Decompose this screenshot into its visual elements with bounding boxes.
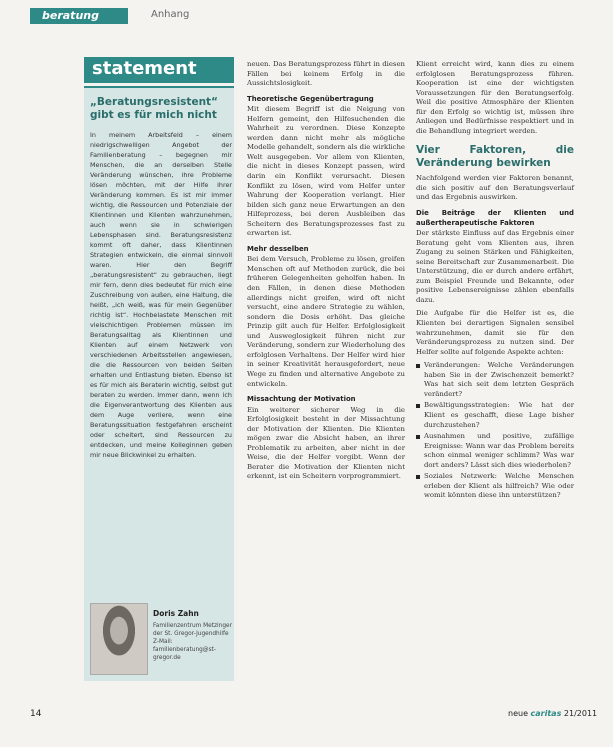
column3-section-heading: Vier Faktoren, die Veränderung bewirken (416, 144, 574, 170)
section-tag-label: beratung (42, 9, 99, 22)
magazine-name: caritas (530, 709, 562, 718)
magazine-footer (508, 709, 597, 718)
column2-paragraph-3: Ein weiterer sicherer Weg in die Erfolglosigkeit besteht in der Missachtung der Motivation der Klienten. Die Klienten mögen zwar die Absicht haben, an ihrer Problematik zu arbeiten, aber nicht in der Weise, die der Helfer vorgibt. Wenn der Berater die Motivation der Klienten nicht erkennt, ist ein Scheitern vorprogrammiert. (247, 405, 405, 481)
section-tag (30, 8, 128, 24)
column3-paragraph-3: Die Aufgabe für die Helfer ist es, die Klienten bei derartigen Signalen sensibel wahrzunehmen, damit sie für den Veränderungsprozess zu nutzen sind. Der Helfer sollte auf folgende Aspekte achten: (416, 309, 574, 356)
statement-title: statement (92, 58, 197, 79)
column3-intro: Klient erreicht wird, kann dies zu einem erfolglosen Beratungsprozess führen. Kooperation ist eine der wichtigsten Voraussetzungen für den Beratungserfolg. Weil die positive Atmosphäre der Klienten für den Erfolg so wichtig ist, müssen ihre Anliegen und Bedürfnisse respektiert und in die Behandlung integriert werden. (416, 60, 574, 135)
page-number: 14 (30, 709, 42, 719)
list-item: Veränderungen: Welche Veränderungen haben Sie in der Zwischenzeit bemerkt? Was hat sich seit dem letzten Gespräch verändert? (416, 361, 574, 399)
list-item: Bewältigungsstrategien: Wie hat der Klient es geschafft, diese Lage bisher durchzustehen? (416, 401, 574, 430)
article-column-2 (247, 60, 405, 486)
statement-title-bar (84, 57, 234, 83)
column3-paragraph-1: Nachfolgend werden vier Faktoren benannt, die sich positiv auf den Beratungsverlauf und das Ergebnis auswirken. (416, 174, 574, 202)
author-role: Familienzentrum Metzinger der St. Gregor-Jugendhilfe Z-Mail: familienberatung@st-gregor.de (153, 623, 232, 661)
issue-number: 21/2011 (563, 709, 598, 718)
article-column-3 (416, 60, 574, 503)
column2-heading-1: Theoretische Gegenübertragung (247, 94, 374, 103)
subsection-label: Anhang (151, 9, 190, 20)
magazine-prefix: neue (508, 709, 528, 718)
column2-paragraph-2: Bei dem Versuch, Probleme zu lösen, greifen Menschen oft auf Methoden zurück, die bei früheren Gelegenheiten geholfen haben. In den Fällen, in denen diese Methoden allerdings nicht greifen, wird oft nicht versucht, eine andere Strategie zu wählen, sondern die Dosis erhöht. Das gleiche Prinzip gilt auch für Helfer. Erfolglosigkeit und Ausweglosigkeit führen nicht zur Veränderung, sondern zur Wiederholung des erfolglosen Verhaltens. Der Helfer wird hier in seiner Kreativität herausgefordert, neue Wege zu finden und alternative Angebote zu entwickeln. (247, 255, 405, 388)
column2-heading-3: Missachtung der Motivation (247, 395, 356, 404)
column2-paragraph-1: Mit diesem Begriff ist die Neigung von Helfern gemeint, den Hilfesuchenden die Wahrheit zu verordnen. Diese Konzepte werden dann nicht mehr als mögliche Modelle gehandelt, sondern als die wirkliche Welt ausgegeben. Vor allem von Klienten, die nicht in dieses Konzept passen, wird darin ein Konflikt verursacht. Diesen Konflikt zu lösen, wird vom Helfer unter Wahrung der Kooperation verlangt. Hier bilden sich ganz neue Erwartungen an den Hilfeprozess, bei deren Ausbleiben das Scheitern des Beratungsprozesses fast zu erwarten ist. (247, 105, 405, 238)
column3-subheading: Die Beiträge der Klienten und außertherapeutische Faktoren (416, 209, 574, 227)
column2-heading-2: Mehr desselben (247, 244, 309, 253)
author-name: Doris Zahn (153, 609, 199, 618)
statement-quote: „Beratungsresistent“ gibt es für mich nicht (90, 96, 218, 121)
column2-intro: neuen. Das Beratungsprozess führt in diesen Fällen bei keinem Erfolg in die Aussichtslosigkeit. (247, 60, 405, 88)
list-item: Soziales Netzwerk: Welche Menschen erleben der Klient als hilfreich? Wie oder womit könnten diese ihn unterstützen? (416, 472, 574, 501)
statement-body: In meinem Arbeitsfeld – einem niedrigschwelligen Angebot der Familienberatung – begegnen mir Menschen, die an derselben Stelle Veränderung wünschen, ihre Probleme lösen möchten, mit der Hilfe ihrer Veränderung kommen. Es ist mir immer wichtig, die Ressourcen und Potenziale der Klientinnen und Klienten wahrzunehmen, auch wenn sie in schwierigen Lebensphasen sind. Beratungsresistenz kommt oft daher, dass Klientinnen Strategien entwickeln, die einmal sinnvoll waren. Hier den Begriff „beratungsresistent“ zu gebrauchen, liegt mir fern, denn dies bedeutet für mich eine Zuschreibung von außen, eine Haltung, die heißt, „ich weiß, was für mein Gegenüber richtig ist“. Hochbelastete Menschen mit vielschichtigen Problemen müssen im Beratungsalltag als Klientinnen und Klienten auf einem Netzwerk von verschiedenen Arbeitsstellen angewiesen, die die Ressourcen von beiden Seiten erhalten und Entlastung bieten. Ebenso ist es für mich als Beraterin wichtig, selbst gut beraten zu werden. Immer dann, wenn ich die Eigenverantwortung des Klienten aus dem Auge verliere, wenn eine Beratungssituation festgefahren erscheint oder scheitert, sind Ressourcen zu entdecken, und meine Kolleginnen geben mir neue Blickwinkel zu erhalten. (90, 131, 232, 459)
factor-list (416, 361, 574, 501)
column3-paragraph-2: Der stärkste Einfluss auf das Ergebnis einer Beratung geht vom Klienten aus, ihren Zugang zu seinen Stärken und Fähigkeiten, seine Bereitschaft zur Zusammenarbeit. Die Unterstützung, die er durch andere erfährt, zum Beispiel Freunde und Bekannte, oder positive Lebensereignisse zählen ebenfalls dazu. (416, 229, 574, 304)
author-photo (90, 603, 148, 675)
list-item: Ausnahmen und positive, zufällige Ereignisse: Wann war das Problem bereits schon einmal weniger schlimm? Was war dort anders? Lässt sich dies wiederholen? (416, 432, 574, 470)
